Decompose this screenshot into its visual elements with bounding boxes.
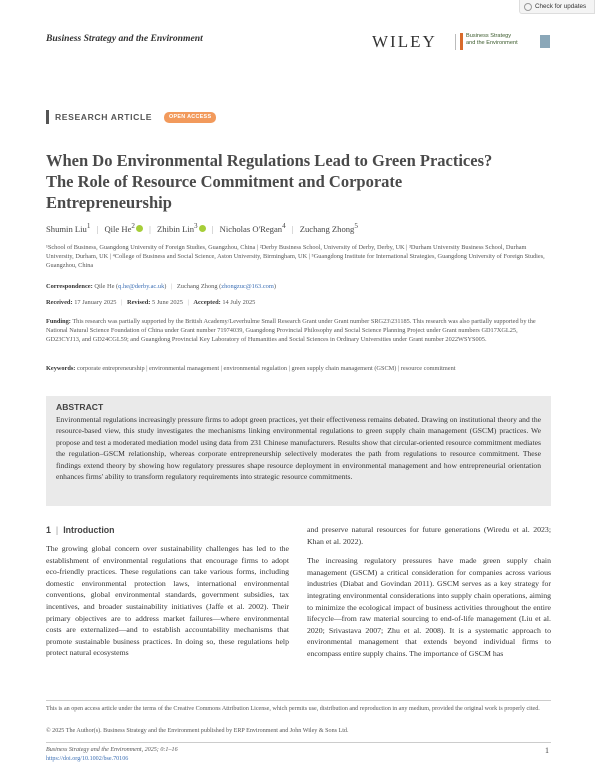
footer-divider bbox=[46, 700, 551, 701]
copyright-notice: © 2025 The Author(s). Business Strategy and the Environment published by ERP Environment and John Wiley & Sons Ltd. bbox=[46, 728, 349, 734]
article-dates bbox=[46, 299, 255, 306]
journal-logo-line1: Business Strategy bbox=[466, 33, 512, 39]
funding-text: This research was partially supported by the British Academy/Leverhulme Small Research Grant under Grant number SRG23\231185. This research was also partially supported by the National Natural Science Foundation of China under Grant number 71974039, Guangdong Provincial Philosophy and Social Science Planning Project under Grant numbers GD17XGL25, GD23CYJ13, and GD24CGL59; and Guangdong Provincial Key Laboratory of Humanities and Social Sciences in Ordinary Universities under Grant number 2022WSYS005. bbox=[46, 318, 536, 343]
citation-divider bbox=[46, 742, 551, 743]
body-paragraph: The growing global concern over sustainability challenges has led to the establishment of environmental regulations that encourage firms to adopt eco-friendly practices. These regulations can take various forms, including domestic environmental protection laws, international environmental conventions, global environmental standards, government subsidies, tax incentives, and broader sustainability initiatives (Jaffe et al. 2002). Their primary objectives are to address market failures—where environmental costs are externalized—and to establish accountability mechanisms that promote sustainable business practices. In doing so, these regulations help protect natural ecosystems bbox=[46, 544, 289, 658]
author-affil-sup: 3 bbox=[194, 222, 198, 230]
correspondence-label: Correspondence: bbox=[46, 283, 93, 290]
meta-separator: | bbox=[171, 283, 173, 290]
correspondence-name: Qile He bbox=[94, 283, 115, 290]
author-separator: | bbox=[211, 223, 214, 234]
author-name[interactable] bbox=[104, 224, 143, 234]
meta-separator: | bbox=[121, 299, 123, 306]
journal-logo bbox=[460, 33, 550, 50]
license-notice: This is an open access article under the terms of the Creative Commons Attribution License, which permits use, distribution and reproduction in any medium, provided the original work is properly cited. bbox=[46, 706, 540, 712]
received-date: 17 January 2025 bbox=[74, 299, 117, 306]
accepted-label: Accepted: bbox=[193, 299, 221, 306]
section-title: Introduction bbox=[63, 525, 115, 535]
funding-label: Funding: bbox=[46, 318, 71, 325]
body-column-right bbox=[307, 524, 551, 660]
author-list bbox=[46, 222, 358, 234]
abstract-heading: ABSTRACT bbox=[56, 402, 104, 412]
correspondence-name: Zuchang Zhong bbox=[176, 283, 218, 290]
article-title: When Do Environmental Regulations Lead to Green Practices? The Role of Resource Commitment and Corporate Entrepreneurship bbox=[46, 151, 493, 212]
author-separator: | bbox=[149, 223, 151, 234]
author-affil-sup: 5 bbox=[354, 222, 358, 230]
journal-logo-line2: and the Environment bbox=[466, 39, 518, 46]
page-number: 1 bbox=[545, 746, 549, 755]
orcid-icon[interactable] bbox=[199, 225, 206, 232]
abstract-text: Environmental regulations increasingly pressure firms to adopt green practices, yet their effectiveness remains debated. Drawing on institutional theory and the resource-based view, this study investigates the mechanisms linking environmental regulations to green supply chain management (GSCM) practices. We propose and test a moderated mediation model using data from 231 Chinese manufacturers. Results show that circular-oriented resource commitment mediates the regulation–GSCM relationship, whereas corporate entrepreneurship selectively moderates the path from regulations to resource commitment. These findings extend theory by showing how regulatory pressures shape resource deployment in environmental management and how entrepreneurial orientation enhances firms' ability to transform regulatory requirements into strategic resource commitments. bbox=[56, 415, 541, 482]
section-number: 1 bbox=[46, 525, 51, 535]
keywords-label: Keywords: bbox=[46, 365, 76, 372]
correspondence-email-link[interactable]: zhongzuc@163.com bbox=[221, 283, 274, 290]
correspondence-email-link[interactable]: q.he@derby.ac.uk bbox=[118, 283, 165, 290]
wiley-logo: WILEY bbox=[372, 32, 437, 51]
header-divider bbox=[455, 34, 456, 50]
citation bbox=[46, 746, 178, 764]
journal-title: Business Strategy and the Environment bbox=[46, 33, 203, 44]
author-name[interactable] bbox=[300, 224, 358, 234]
update-icon bbox=[524, 3, 532, 11]
author-separator: | bbox=[291, 223, 294, 234]
affiliations: ¹School of Business, Guangdong University of Foreign Studies, Guangzhou, China | ²Derby Business School, University of Derby, Derby, UK | ³Durham University Business School, Durham University, Durham, UK | ⁴College of Business and Social Science, Aston University, Birmingham, UK | ⁵Guangdong Institute for International Strategies, Guangdong University of Foreign Studies, Guangzhou, China bbox=[46, 244, 545, 269]
author-name-text: Zhibin Lin bbox=[157, 223, 195, 234]
meta-separator: | bbox=[187, 299, 189, 306]
article-type-label: RESEARCH ARTICLE bbox=[55, 112, 153, 122]
author-affil-sup: 2 bbox=[131, 222, 135, 230]
open-access-badge: OPEN ACCESS bbox=[164, 112, 216, 123]
article-type-bar bbox=[46, 110, 49, 124]
doi-link[interactable]: https://doi.org/10.1002/bse.70106 bbox=[46, 756, 129, 762]
citation-journal: Business Strategy and the Environment, 2025; 0:1–16 bbox=[46, 747, 178, 753]
author-name[interactable] bbox=[220, 224, 286, 234]
author-name-text: Nicholas O'Regan bbox=[219, 223, 283, 234]
author-name-text: Shumin Liu bbox=[46, 223, 87, 234]
body-column-left bbox=[46, 543, 289, 659]
author-name[interactable] bbox=[46, 224, 90, 234]
keywords bbox=[46, 364, 551, 373]
paragraph-spacer bbox=[307, 547, 551, 555]
body-paragraph: The increasing regulatory pressures have made green supply chain management (GSCM) a critical consideration for companies across various industries (Diabat and Govindan 2011). GSCM serves as a key strategy for integrating environmental considerations into supply chain operations, aiming to minimize the ecological impact of business activities throughout the entire lifecycle—from raw material sourcing to end-of-life management (Liu et al. 2020; Srivastava 2007; Zhu et al. 2008). It is a systematic approach to environmental management that extends beyond individual firms to encompass entire supply chains. The importance of GSCM has bbox=[307, 556, 551, 658]
journal-logo-icon bbox=[540, 35, 550, 48]
author-name-text: Zuchang Zhong bbox=[299, 223, 355, 234]
check-for-updates-badge[interactable] bbox=[519, 0, 595, 14]
revised-date: 5 June 2025 bbox=[152, 299, 183, 306]
check-for-updates-label: Check for updates bbox=[535, 3, 587, 10]
author-name-text: Qile He bbox=[104, 223, 132, 234]
orcid-icon[interactable] bbox=[136, 225, 143, 232]
received-label: Received: bbox=[46, 299, 73, 306]
author-separator: | bbox=[96, 223, 99, 234]
keywords-text: corporate entrepreneurship | environmental management | environmental regulation | green supply chain management (GSCM) | resource commitment bbox=[76, 365, 456, 372]
author-name[interactable] bbox=[157, 224, 206, 234]
author-affil-sup: 1 bbox=[86, 222, 91, 230]
accepted-date: 14 July 2025 bbox=[222, 299, 256, 306]
correspondence: Correspondence: Qile He (q.he@derby.ac.uk) | Zuchang Zhong (zhongzuc@163.com) bbox=[46, 283, 276, 290]
section-heading-introduction bbox=[46, 525, 115, 535]
section-separator: | bbox=[55, 525, 59, 535]
funding bbox=[46, 317, 551, 344]
author-affil-sup: 4 bbox=[282, 222, 286, 230]
body-paragraph: and preserve natural resources for future generations (Wiredu et al. 2023; Khan et al. 2022). bbox=[307, 525, 551, 546]
abstract-box bbox=[46, 396, 551, 506]
revised-label: Revised: bbox=[126, 299, 151, 306]
